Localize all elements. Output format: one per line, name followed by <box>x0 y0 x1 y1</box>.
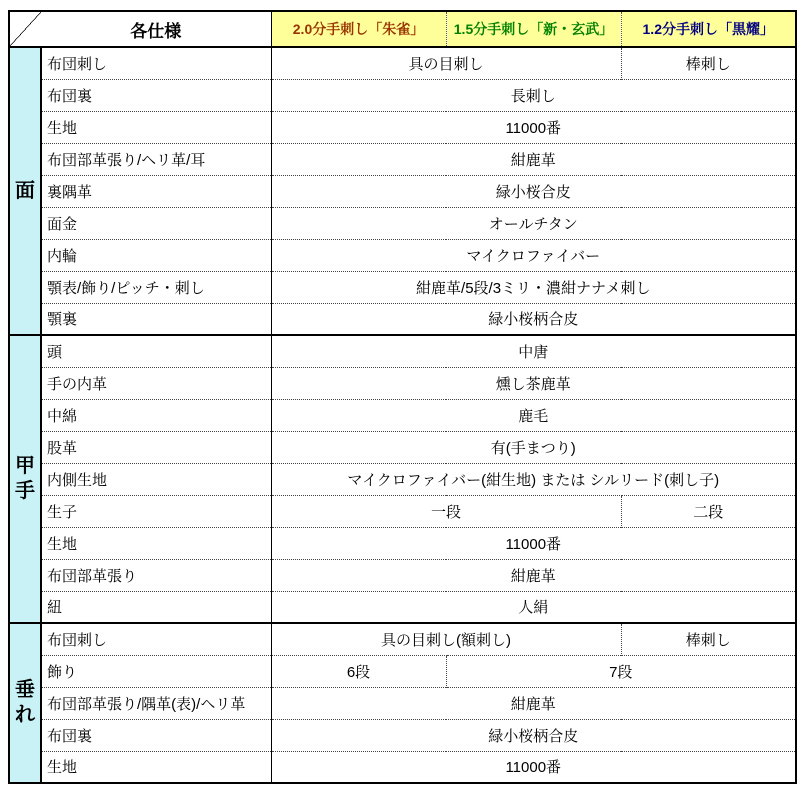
spec-row <box>9 175 796 207</box>
row-value: 11000番 <box>271 751 796 783</box>
spec-row <box>9 751 796 783</box>
row-label: 布団部革張り/隅革(表)/ヘリ革 <box>41 687 271 719</box>
row-label: 股革 <box>41 431 271 463</box>
row-label: 布団裏 <box>41 79 271 111</box>
row-value: 紺鹿革 <box>271 687 796 719</box>
row-value: 紺鹿革 <box>271 559 796 591</box>
row-label: 生地 <box>41 751 271 783</box>
row-label: 内輪 <box>41 239 271 271</box>
spec-row <box>9 687 796 719</box>
row-value: 鹿毛 <box>271 399 796 431</box>
row-value: 燻し茶鹿革 <box>271 367 796 399</box>
section-label-tare: 垂れ <box>9 623 41 783</box>
spec-row <box>9 623 796 655</box>
row-label: 布団刺し <box>41 47 271 79</box>
spec-row <box>9 431 796 463</box>
row-label: 布団部革張り/ヘリ革/耳 <box>41 143 271 175</box>
row-label: 布団刺し <box>41 623 271 655</box>
spec-row <box>9 111 796 143</box>
spec-row <box>9 399 796 431</box>
spec-table <box>8 10 797 784</box>
row-label: 飾り <box>41 655 271 687</box>
row-value: 11000番 <box>271 527 796 559</box>
spec-column-header: 各仕様 <box>41 11 271 47</box>
row-value: オールチタン <box>271 207 796 239</box>
row-label: 顎表/飾り/ピッチ・刺し <box>41 271 271 303</box>
spec-row <box>9 591 796 623</box>
row-label: 面金 <box>41 207 271 239</box>
row-value: 7段 <box>446 655 796 687</box>
spec-row <box>9 655 796 687</box>
row-value: 具の目刺し(額刺し) <box>271 623 621 655</box>
spec-row <box>9 47 796 79</box>
row-label: 紐 <box>41 591 271 623</box>
row-label: 裏隅革 <box>41 175 271 207</box>
spec-row <box>9 207 796 239</box>
row-value: 緑小桜柄合皮 <box>271 303 796 335</box>
spec-row <box>9 143 796 175</box>
spec-row <box>9 463 796 495</box>
spec-row <box>9 79 796 111</box>
row-value: 人絹 <box>271 591 796 623</box>
row-value: 緑小桜柄合皮 <box>271 719 796 751</box>
spec-row <box>9 335 796 367</box>
row-label: 顎裏 <box>41 303 271 335</box>
row-label: 頭 <box>41 335 271 367</box>
row-label: 生子 <box>41 495 271 527</box>
spec-row <box>9 527 796 559</box>
spec-row <box>9 271 796 303</box>
row-value: 棒刺し <box>621 623 796 655</box>
corner-diagonal-cell <box>9 11 41 47</box>
row-label: 手の内革 <box>41 367 271 399</box>
row-value: 11000番 <box>271 111 796 143</box>
row-value: 棒刺し <box>621 47 796 79</box>
product-header-shin-genbu: 1.5分手刺し「新・玄武」 <box>446 11 621 47</box>
row-value: マイクロファイバー(紺生地) または シルリード(刺し子) <box>271 463 796 495</box>
row-value: 紺鹿革 <box>271 143 796 175</box>
product-header-kokuyo: 1.2分手刺し「黒耀」 <box>621 11 796 47</box>
section-label-kote: 甲手 <box>9 335 41 623</box>
row-value: 中唐 <box>271 335 796 367</box>
header-row <box>9 11 796 47</box>
row-value: 紺鹿革/5段/3ミリ・濃紺ナナメ刺し <box>271 271 796 303</box>
row-value: 有(手まつり) <box>271 431 796 463</box>
row-value: 二段 <box>621 495 796 527</box>
row-value: 具の目刺し <box>271 47 621 79</box>
row-value: 6段 <box>271 655 446 687</box>
row-label: 内側生地 <box>41 463 271 495</box>
spec-row <box>9 303 796 335</box>
row-value: 一段 <box>271 495 621 527</box>
row-label: 布団部革張り <box>41 559 271 591</box>
spec-row <box>9 367 796 399</box>
row-label: 中綿 <box>41 399 271 431</box>
section-label-men: 面 <box>9 47 41 335</box>
spec-row <box>9 719 796 751</box>
row-value: 緑小桜合皮 <box>271 175 796 207</box>
row-label: 布団裏 <box>41 719 271 751</box>
row-label: 生地 <box>41 527 271 559</box>
row-label: 生地 <box>41 111 271 143</box>
spec-row <box>9 239 796 271</box>
row-value: 長刺し <box>271 79 796 111</box>
product-header-suzaku: 2.0分手刺し「朱雀」 <box>271 11 446 47</box>
spec-row <box>9 495 796 527</box>
spec-row <box>9 559 796 591</box>
row-value: マイクロファイバー <box>271 239 796 271</box>
